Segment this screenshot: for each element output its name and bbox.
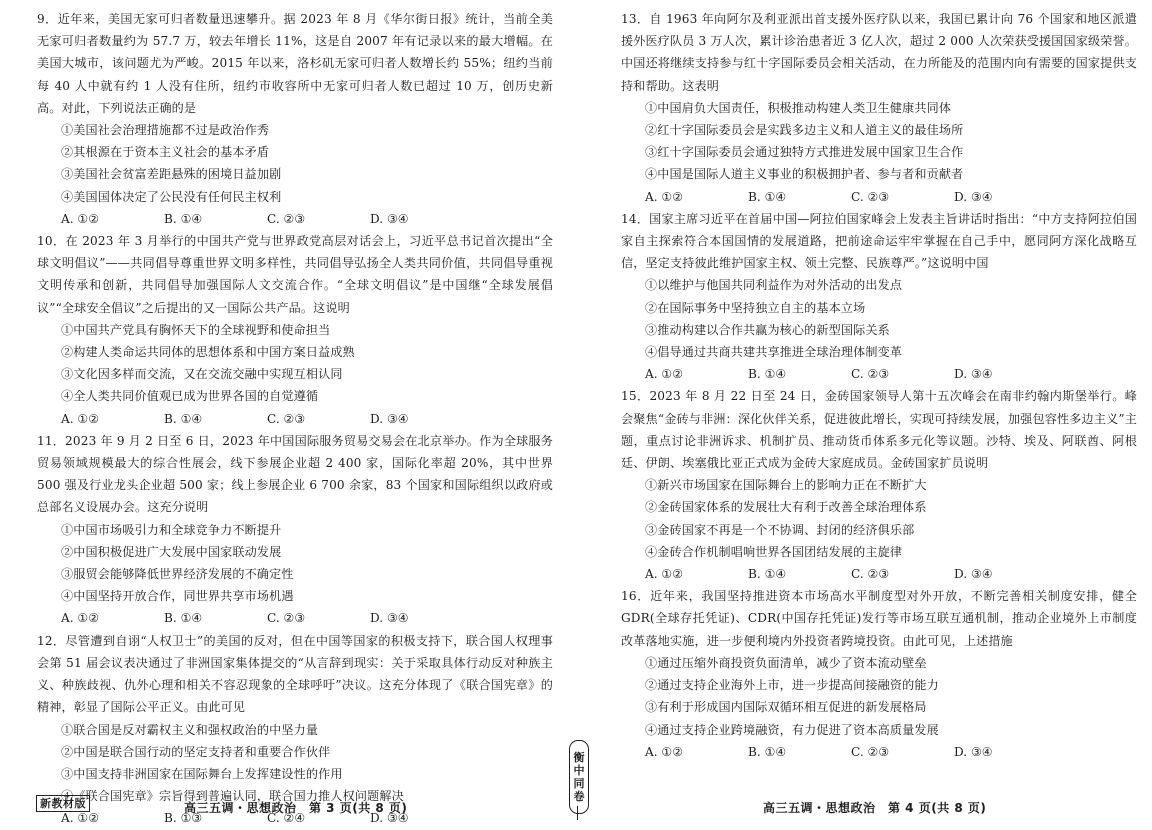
answer-choices: [37, 208, 553, 230]
question-stem: 13．自 1963 年向阿尔及利亚派出首支援外医疗队以来，我国已累计向 76 个国家和地区派遣援外医疗队员 3 万人次，累计诊治患者近 3 亿人次，超过 2 000 人次荣获受援国国家级荣誉。中国还将继续支持参与红十字国际委员会相关活动，在力所能及的范围内向有需要的国家提供支持和帮助。这表明: [621, 12, 1137, 93]
choice-d: D. ③④: [370, 611, 409, 626]
choice-a: A. ①②: [645, 189, 684, 204]
choice-a: A. ①②: [61, 611, 100, 626]
right-page-column: [621, 8, 1137, 763]
choice-d: D. ③④: [370, 211, 409, 226]
option-3: ③有利于形成国内国际双循环相互促进的新发展格局: [645, 700, 927, 715]
choice-c: C. ②④: [267, 811, 306, 826]
option-4: ④《联合国宪章》宗旨得到普遍认同，联合国力推人权问题解决: [61, 789, 404, 804]
answer-choices: [37, 408, 553, 430]
choice-c: C. ②③: [851, 367, 890, 382]
seal-char: 卷: [573, 790, 585, 803]
option-1: ①中国共产党具有胸怀天下的全球视野和使命担当: [61, 322, 331, 337]
choice-a: A. ①②: [645, 744, 684, 759]
answer-choices: [621, 186, 1137, 208]
question-stem: 12．尽管遭到自诩“人权卫士”的美国的反对，但在中国等国家的积极支持下，联合国人权理事会第 51 届会议表决通过了非洲国家集体提交的“从言辞到现实：关于采取具体行动反对种族主义、种族歧视、仇外心理和相关不容忍现象的全球呼吁”决议。这充分体现了《联合国宪章》的精神，彰显了国际公平正义。由此可见: [37, 633, 553, 715]
option-1: ①以维护与他国共同利益作为对外活动的出发点: [645, 278, 903, 293]
choice-d: D. ③④: [954, 189, 993, 204]
question-stem: 15．2023 年 8 月 22 日至 24 日，金砖国家领导人第十五次峰会在南非约翰内斯堡举行。峰会聚焦“金砖与非洲：深化伙伴关系，促进彼此增长，实现可持续发展，加强包容性多边主义”主题，重点讨论非洲诉求、机制扩员、推动货币体系多元化等议题。沙特、埃及、阿联酋、阿根廷、伊朗、埃塞俄比亚正式成为金砖大家庭成员。金砖国家扩员说明: [621, 389, 1137, 471]
choice-b: B. ①④: [748, 189, 787, 204]
choice-d: D. ③④: [370, 411, 409, 426]
question-stem: 14．国家主席习近平在首届中国—阿拉伯国家峰会上发表主旨讲话时指出：“中方支持阿拉伯国家自主探索符合本国国情的发展道路，把前途命运牢牢掌握在自己手中，愿同阿方深化战略互信，坚定支持彼此维护国家主权、领土完整、民族尊严。”这说明中国: [621, 211, 1137, 271]
choice-a: A. ①②: [645, 367, 684, 382]
question-13: [621, 8, 1137, 208]
answer-choices: [621, 741, 1137, 763]
option-1: ①中国肩负大国责任，积极推动构建人类卫生健康共同体: [645, 100, 952, 115]
choice-d: D. ③④: [370, 811, 409, 826]
option-2: ②在国际事务中坚持独立自主的基本立场: [645, 300, 866, 315]
option-4: ④金砖合作机制唱响世界各国团结发展的主旋律: [645, 544, 903, 559]
seal-char: 同: [573, 777, 585, 790]
question-stem: 16．近年来，我国坚持推进资本市场高水平制度型对外开放，不断完善相关制度安排，健全 GDR(全球存托凭证)、CDR(中国存托凭证)发行等市场互联互通机制，推动企业境外上市制度改革落地实施，进一步便利境内外投资者跨境投资。由此可见，上述措施: [621, 589, 1137, 648]
choice-c: C. ②③: [267, 211, 306, 226]
page-footer-left: 高三五调・思想政治 第 3 页(共 8 页): [184, 801, 408, 815]
choice-b: B. ①④: [164, 211, 203, 226]
option-2: ②金砖国家体系的发展壮大有利于改善全球治理体系: [645, 500, 927, 515]
choice-a: A. ①②: [61, 211, 100, 226]
choice-d: D. ③④: [954, 367, 993, 382]
question-11: [37, 430, 553, 630]
edition-badge: 新教材版: [36, 795, 90, 812]
choice-b: B. ①④: [164, 611, 203, 626]
choice-c: C. ②③: [851, 189, 890, 204]
option-1: ①新兴市场国家在国际舞台上的影响力正在不断扩大: [645, 478, 927, 493]
option-4: ④倡导通过共商共建共享推进全球治理体制变革: [645, 345, 903, 360]
option-4: ④中国坚持开放合作，同世界共享市场机遇: [61, 589, 294, 604]
seal-divider: [577, 806, 578, 820]
option-2: ②中国积极促进广大发展中国家联动发展: [61, 544, 282, 559]
choice-a: A. ①②: [61, 411, 100, 426]
page-footer-right: 高三五调・思想政治 第 4 页(共 8 页): [763, 801, 987, 815]
left-page-column: [37, 8, 553, 830]
option-3: ③美国社会贫富差距悬殊的困境日益加剧: [61, 167, 282, 182]
option-2: ②构建人类命运共同体的思想体系和中国方案日益成熟: [61, 345, 355, 360]
question-stem: 10．在 2023 年 3 月举行的中国共产党与世界政党高层对话会上，习近平总书记首次提出“全球文明倡议”——共同倡导尊重世界文明多样性，共同倡导弘扬全人类共同价值，共同倡导重视文明传承和创新，共同倡导加强国际人文交流合作。“全球文明倡议”是中国继“全球发展倡议”“全球安全倡议”之后提出的又一国际公共产品。这说明: [37, 234, 553, 315]
choice-b: B. ①③: [164, 811, 203, 826]
choice-a: A. ①②: [61, 811, 100, 826]
question-stem: 11．2023 年 9 月 2 日至 6 日，2023 年中国国际服务贸易交易会在北京举办。作为全球服务贸易领域规模最大的综合性展会，线下参展企业超 2 400 家，国际化率超 20%，其中世界 500 强及行业龙头企业超 500 家；线上参展企业 6 700 余家，83 个国家和国际组织以政府或总部名义设展办会。这充分说明: [37, 433, 553, 515]
option-3: ③文化因多样而交流，又在交流交融中实现互相认同: [61, 367, 343, 382]
seal-char: 衡: [573, 751, 585, 764]
question-14: [621, 208, 1137, 386]
option-4: ④中国是国际人道主义事业的积极拥护者、参与者和贡献者: [645, 167, 964, 182]
answer-choices: [621, 363, 1137, 385]
choice-b: B. ①④: [748, 567, 787, 582]
choice-c: C. ②③: [851, 567, 890, 582]
publisher-seal: [569, 740, 589, 814]
answer-choices: [621, 563, 1137, 585]
question-15: [621, 385, 1137, 585]
choice-c: C. ②③: [851, 744, 890, 759]
question-16: [621, 585, 1137, 763]
choice-a: A. ①②: [645, 567, 684, 582]
choice-b: B. ①④: [748, 367, 787, 382]
question-10: [37, 230, 553, 430]
option-1: ①联合国是反对霸权主义和强权政治的中坚力量: [61, 722, 319, 737]
option-1: ①美国社会治理措施都不过是政治作秀: [61, 123, 270, 138]
option-3: ③中国支持非洲国家在国际舞台上发挥建设性的作用: [61, 766, 343, 781]
question-9: [37, 8, 553, 230]
option-3: ③金砖国家不再是一个不协调、封闭的经济俱乐部: [645, 522, 915, 537]
option-1: ①通过压缩外商投资负面清单，减少了资本流动壁垒: [645, 655, 927, 670]
choice-b: B. ①④: [164, 411, 203, 426]
choice-b: B. ①④: [748, 744, 787, 759]
option-4: ④通过支持企业跨境融资，有力促进了资本高质量发展: [645, 722, 939, 737]
choice-c: C. ②③: [267, 411, 306, 426]
option-3: ③红十字国际委员会通过独特方式推进发展中国家卫生合作: [645, 145, 964, 160]
option-3: ③服贸会能够降低世界经济发展的不确定性: [61, 567, 294, 582]
option-4: ④全人类共同价值观已成为世界各国的自觉遵循: [61, 389, 319, 404]
option-4: ④美国国体决定了公民没有任何民主权利: [61, 189, 282, 204]
option-2: ②红十字国际委员会是实践多边主义和人道主义的最佳场所: [645, 123, 964, 138]
option-1: ①中国市场吸引力和全球竞争力不断提升: [61, 522, 282, 537]
question-stem: 9．近年来，美国无家可归者数量迅速攀升。据 2023 年 8 月《华尔街日报》统计，当前全美无家可归者数量约为 57.7 万，较去年增长 11%，这是自 2007 年有记录以来的最大增幅。在美国大城市，该问题尤为严峻。2015 年以来，洛杉矶无家可归者人数增长约 55%；纽约当前每 40 人中就有约 1 人没有住所，纽约市收容所中无家可归者人数已超过 10 万，创历史新高。对此，下列说法正确的是: [37, 12, 553, 115]
option-2: ②通过支持企业海外上市，进一步提高间接融资的能力: [645, 678, 939, 693]
choice-d: D. ③④: [954, 567, 993, 582]
answer-choices: [37, 607, 553, 629]
option-2: ②中国是联合国行动的坚定支持者和重要合作伙伴: [61, 744, 331, 759]
option-2: ②其根源在于资本主义社会的基本矛盾: [61, 145, 270, 160]
option-3: ③推动构建以合作共赢为核心的新型国际关系: [645, 322, 890, 337]
choice-d: D. ③④: [954, 744, 993, 759]
choice-c: C. ②③: [267, 611, 306, 626]
seal-char: 中: [573, 764, 585, 777]
